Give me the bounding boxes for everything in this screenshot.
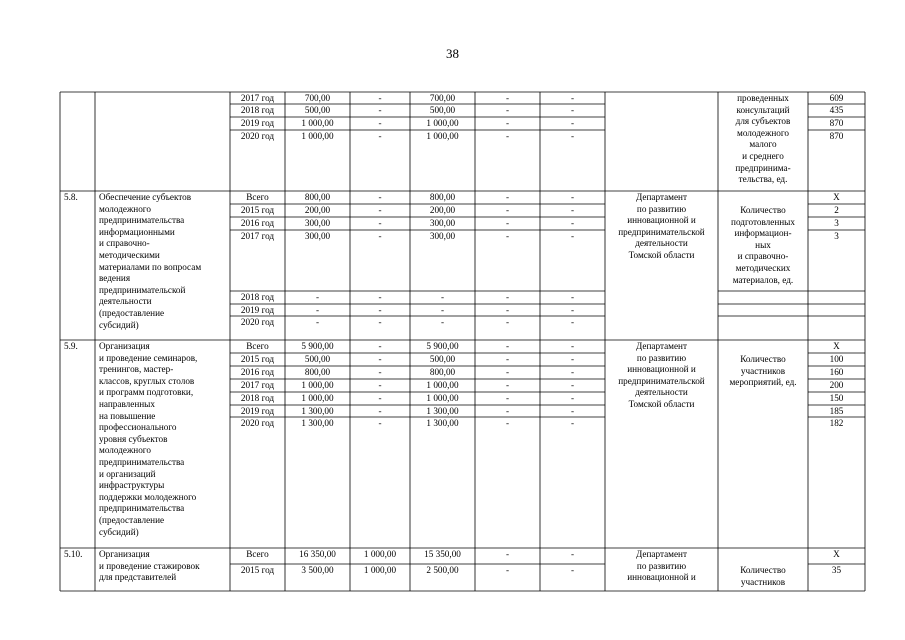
row-executor-line: по развитию — [636, 560, 687, 571]
cell-total: 1 000,00 — [301, 380, 334, 390]
cell-other: - — [570, 367, 575, 377]
cell-other: - — [570, 406, 575, 416]
cell-indicator-value: Х — [833, 549, 840, 559]
cell-indicator-value: 609 — [829, 93, 844, 103]
cell-indicator-value: 870 — [829, 118, 844, 128]
row-name-line: уровня субъектов — [99, 433, 168, 444]
cell-other: - — [570, 341, 575, 351]
cell-indicator-value: 870 — [829, 131, 844, 141]
cell-local: - — [505, 305, 510, 315]
cell-local: - — [505, 131, 510, 141]
cell-total: 3 500,00 — [301, 565, 334, 575]
cell-local: - — [505, 418, 510, 428]
row-name-line: предпринимательства — [99, 457, 185, 467]
cell-fed: - — [378, 93, 382, 103]
cell-indicator-value: 2 — [834, 205, 839, 215]
cell-local: - — [505, 105, 510, 115]
row-indicator-line: ных — [755, 239, 771, 250]
cell-reg: 1 000,00 — [426, 118, 459, 128]
row-indicator-line: тельства, ед. — [738, 174, 788, 185]
cell-indicator-value: 150 — [829, 393, 844, 403]
cell-other: - — [570, 305, 575, 315]
row-name-line: субсидий) — [99, 319, 139, 330]
cell-fed: - — [378, 218, 382, 228]
row-indicator-line: мероприятий, ед. — [729, 377, 797, 388]
cell-total: 1 300,00 — [301, 406, 334, 416]
cell-other: - — [570, 118, 575, 128]
row-name-line: (предоставление — [99, 308, 165, 318]
cell-other: - — [570, 565, 575, 575]
cell-local: - — [505, 565, 510, 575]
cell-reg: - — [440, 317, 445, 327]
cell-year: 2020 год — [240, 418, 275, 428]
cell-total: - — [315, 317, 320, 327]
row-number: 5.9. — [64, 341, 78, 351]
cell-reg: 800,00 — [429, 367, 456, 377]
cell-fed: - — [378, 292, 382, 302]
cell-total: 5 900,00 — [301, 341, 334, 351]
cell-other: - — [570, 93, 575, 103]
cell-local: - — [505, 205, 510, 215]
cell-reg: 1 000,00 — [426, 393, 459, 403]
row-name-line: молодежного — [99, 203, 151, 214]
row-name-line: и проведение семинаров, — [99, 352, 198, 363]
row-name-line: и проведение стажировок — [99, 560, 200, 571]
cell-fed: - — [378, 418, 382, 428]
cell-year: 2015 год — [240, 205, 275, 215]
row-name-line: методическими — [99, 250, 160, 260]
cell-fed: - — [378, 354, 382, 364]
cell-total: 1 000,00 — [301, 393, 334, 403]
cell-other: - — [570, 380, 575, 390]
cell-local: - — [505, 406, 510, 416]
cell-total: 300,00 — [304, 231, 331, 241]
cell-reg: 1 000,00 — [426, 380, 459, 390]
cell-year: 2019 год — [240, 406, 275, 416]
row-indicator-line: подготовленных — [731, 216, 795, 227]
cell-year: 2016 год — [240, 367, 275, 377]
cell-indicator-value: Х — [833, 192, 840, 202]
cell-other: - — [570, 393, 575, 403]
row-indicator-line: участников — [740, 365, 786, 376]
row-indicator-line: и среднего — [742, 151, 784, 161]
cell-year: Всего — [246, 341, 269, 351]
row-name-line: Обеспечение субъектов — [99, 192, 192, 202]
cell-fed: - — [378, 367, 382, 377]
row-indicator-line: информацион- — [734, 228, 792, 239]
row-executor-line: инновационной и — [627, 215, 696, 226]
cell-other: - — [570, 292, 575, 302]
row-indicator-line: консультаций — [736, 104, 790, 115]
row-executor-line: инновационной и — [627, 364, 696, 375]
row-indicator-line: и справочно- — [737, 251, 789, 262]
cell-reg: 500,00 — [429, 105, 456, 115]
cell-other: - — [570, 205, 575, 215]
row-name-line: предпринимательства — [99, 215, 185, 226]
cell-reg: 5 900,00 — [426, 341, 459, 351]
cell-reg: 200,00 — [429, 205, 456, 215]
row-name-line: субсидий) — [99, 526, 139, 537]
cell-indicator-value: 200 — [829, 380, 844, 390]
row-name-line: Организация — [99, 341, 150, 351]
cell-year: 2017 год — [240, 380, 275, 390]
row-indicator-line: для субъектов — [735, 116, 791, 127]
cell-year: 2015 год — [240, 354, 275, 364]
cell-local: - — [505, 93, 510, 103]
page-number: 38 — [446, 46, 459, 61]
row-name-line: материалами по вопросам — [99, 261, 202, 272]
cell-fed: 1 000,00 — [363, 549, 397, 559]
row-indicator-line: материалов, ед. — [732, 274, 794, 285]
row-name-line: предпринимательской — [99, 284, 186, 295]
row-name-line: для представителей — [99, 572, 177, 583]
cell-indicator-value: 160 — [829, 367, 844, 377]
row-number: 5.10. — [64, 549, 83, 559]
row-executor-line: Департамент — [636, 192, 687, 202]
cell-other: - — [570, 192, 575, 202]
row-indicator-line: Количество — [740, 565, 786, 575]
cell-reg: - — [440, 292, 445, 302]
cell-fed: - — [378, 393, 382, 403]
row-indicator-line: участников — [740, 576, 786, 587]
cell-total: - — [315, 292, 320, 302]
cell-reg: 15 350,00 — [424, 549, 461, 559]
cell-indicator-value: 35 — [831, 565, 842, 575]
row-name-line: и справочно- — [99, 238, 150, 249]
cell-total: 300,00 — [304, 218, 331, 228]
row-executor-line: деятельности — [635, 238, 688, 249]
cell-other: - — [570, 317, 575, 327]
cell-fed: - — [378, 341, 382, 351]
cell-reg: 500,00 — [429, 354, 456, 364]
cell-local: - — [505, 341, 510, 351]
row-name-line: поддержки молодежного — [99, 491, 197, 502]
row-executor-line: по развитию — [636, 352, 687, 363]
row-executor-line: инновационной и — [627, 572, 696, 583]
cell-total: 500,00 — [304, 105, 331, 115]
cell-reg: 300,00 — [429, 218, 456, 228]
cell-local: - — [505, 380, 510, 390]
cell-total: - — [315, 305, 320, 315]
cell-year: 2017 год — [240, 231, 275, 241]
cell-indicator-value: 435 — [829, 105, 844, 115]
cell-local: - — [505, 231, 510, 241]
cell-local: - — [505, 218, 510, 228]
cell-year: 2020 год — [240, 317, 275, 327]
cell-year: Всего — [246, 192, 269, 202]
cell-year: 2016 год — [240, 218, 275, 228]
cell-total: 500,00 — [304, 354, 331, 364]
cell-local: - — [505, 292, 510, 302]
row-name-line: и организаций — [99, 468, 156, 479]
cell-total: 1 000,00 — [301, 131, 334, 141]
row-number: 5.8. — [64, 192, 78, 202]
cell-other: - — [570, 131, 575, 141]
cell-reg: 800,00 — [429, 192, 456, 202]
row-name-line: молодежного — [99, 445, 151, 456]
cell-year: 2018 год — [240, 105, 275, 115]
cell-other: - — [570, 549, 575, 559]
row-name-line: деятельности — [99, 296, 152, 307]
row-executor-line: деятельности — [635, 387, 688, 398]
cell-reg: 1 300,00 — [426, 406, 459, 416]
cell-local: - — [505, 393, 510, 403]
cell-local: - — [505, 367, 510, 377]
cell-total: 1 000,00 — [301, 118, 334, 128]
cell-fed: - — [378, 305, 382, 315]
row-indicator-line: проведенных — [737, 93, 789, 103]
row-executor-line: Томской области — [628, 399, 695, 409]
row-indicator-line: Количество — [740, 205, 786, 215]
row-name-line: (предоставление — [99, 515, 165, 525]
row-name-line: Организация — [99, 549, 150, 559]
row-indicator-line: Количество — [740, 354, 786, 364]
row-executor-line: по развитию — [636, 203, 687, 214]
cell-reg: 700,00 — [429, 93, 456, 103]
row-name-line: инфраструктуры — [99, 480, 165, 491]
cell-reg: 2 500,00 — [426, 565, 459, 575]
row-name-line: тренингов, мастер- — [99, 364, 174, 375]
cell-other: - — [570, 418, 575, 428]
cell-year: Всего — [246, 549, 269, 559]
cell-indicator-value: Х — [833, 341, 840, 351]
cell-indicator-value: 3 — [834, 231, 839, 241]
cell-fed: - — [378, 192, 382, 202]
cell-year: 2020 год — [240, 131, 275, 141]
cell-fed: 1 000,00 — [363, 565, 397, 575]
row-name-line: предпринимательства — [99, 503, 185, 514]
row-executor-line: Департамент — [636, 341, 687, 351]
row-name-line: ведения — [99, 273, 131, 284]
cell-fed: - — [378, 231, 382, 241]
cell-reg: 1 300,00 — [426, 418, 459, 428]
cell-other: - — [570, 231, 575, 241]
row-executor-line: предпринимательской — [618, 375, 705, 386]
cell-indicator-value: 182 — [829, 418, 844, 428]
row-name-line: классов, круглых столов — [99, 375, 195, 386]
cell-fed: - — [378, 118, 382, 128]
cell-other: - — [570, 354, 575, 364]
cell-total: 1 300,00 — [301, 418, 334, 428]
row-name-line: информационными — [99, 226, 175, 237]
cell-total: 700,00 — [304, 93, 331, 103]
cell-local: - — [505, 317, 510, 327]
row-indicator-line: молодежного — [737, 127, 789, 138]
cell-indicator-value: 185 — [829, 406, 844, 416]
cell-year: 2019 год — [240, 305, 275, 315]
cell-fed: - — [378, 131, 382, 141]
cell-local: - — [505, 354, 510, 364]
row-executor-line: предпринимательской — [618, 226, 705, 237]
cell-year: 2018 год — [240, 393, 275, 403]
row-name-line: направленных — [99, 399, 155, 409]
row-name-line: и программ подготовки, — [99, 387, 194, 398]
cell-reg: 1 000,00 — [426, 131, 459, 141]
row-indicator-line: малого — [749, 139, 777, 150]
row-name-line: на повышение — [99, 410, 156, 421]
cell-reg: 300,00 — [429, 231, 456, 241]
cell-fed: - — [378, 380, 382, 390]
cell-total: 800,00 — [304, 192, 331, 202]
row-indicator-line: предпринима- — [735, 162, 791, 173]
cell-total: 200,00 — [304, 205, 331, 215]
cell-indicator-value: 100 — [829, 354, 844, 364]
row-name-line: профессионального — [99, 422, 177, 433]
cell-year: 2018 год — [240, 292, 275, 302]
cell-indicator-value: 3 — [834, 218, 839, 228]
cell-year: 2017 год — [240, 93, 275, 103]
cell-fed: - — [378, 317, 382, 327]
row-executor-line: Департамент — [636, 549, 687, 559]
cell-total: 800,00 — [304, 367, 331, 377]
cell-local: - — [505, 549, 510, 559]
cell-local: - — [505, 192, 510, 202]
cell-fed: - — [378, 205, 382, 215]
cell-reg: - — [440, 305, 445, 315]
cell-year: 2015 год — [240, 565, 275, 575]
cell-fed: - — [378, 105, 382, 115]
row-indicator-line: методических — [735, 263, 791, 273]
cell-fed: - — [378, 406, 382, 416]
cell-other: - — [570, 105, 575, 115]
cell-year: 2019 год — [240, 118, 275, 128]
cell-other: - — [570, 218, 575, 228]
row-executor-line: Томской области — [628, 250, 695, 260]
cell-total: 16 350,00 — [299, 549, 336, 559]
cell-local: - — [505, 118, 510, 128]
